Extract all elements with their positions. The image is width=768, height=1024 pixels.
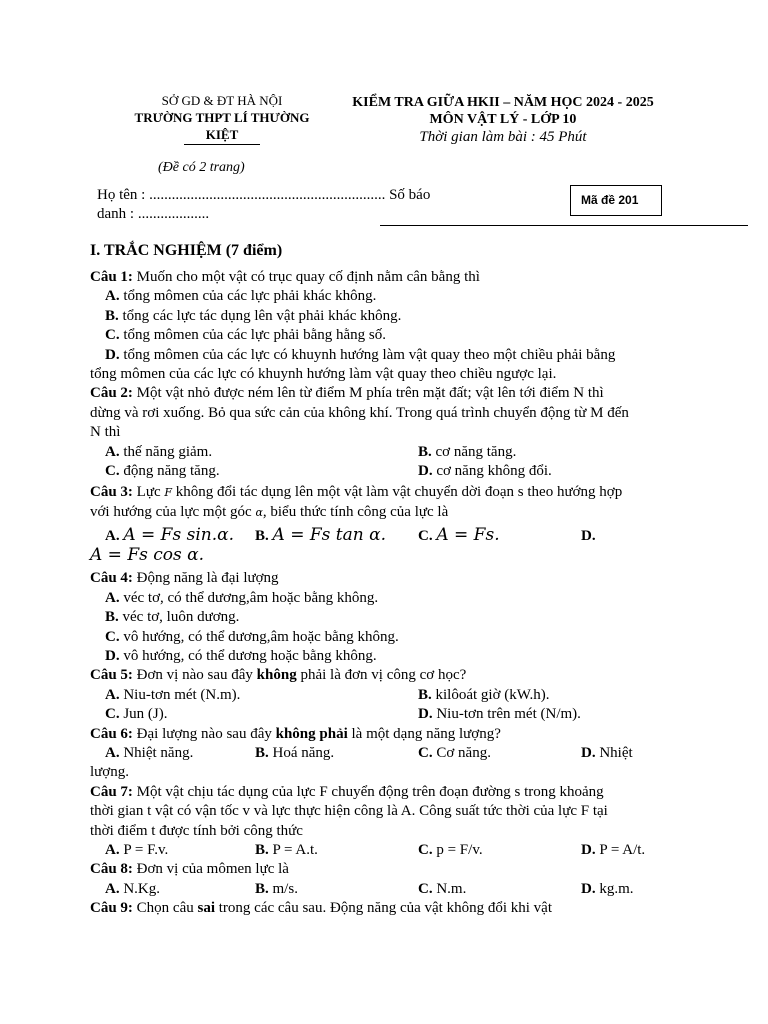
question-1 (90, 268, 690, 287)
option-a: A. tổng mômen của các lực phải khác không. (105, 288, 377, 305)
question-text: Muốn cho một vật có trục quay cố định nằm cân bằng thì (132, 269, 480, 285)
option-b: B. tổng các lực tác dụng lên vật phải khác không. (105, 307, 402, 324)
option-row (90, 841, 690, 860)
question-text-line: dừng và rơi xuống. Bỏ qua sức cản của không khí. Trong quá trình chuyển động từ M đến (90, 404, 629, 421)
option-b: B. m/s. (255, 880, 298, 897)
option-d: D. P = A/t. (581, 841, 646, 858)
question-text: Đơn vị của mômen lực là (132, 861, 289, 878)
option-row (90, 443, 690, 462)
option-a: A. Nhiệt năng. (105, 744, 194, 761)
question-label: Câu 9: (90, 900, 133, 917)
option-d: D. cơ năng không đổi. (418, 463, 552, 480)
option-a: A. A = Fs sin.α. (105, 524, 234, 545)
exam-header (318, 94, 688, 147)
question-label: Câu 4: (90, 570, 133, 587)
subject-title: MÔN VẬT LÝ - LỚP 10 (429, 112, 577, 127)
question-text-line: N thì (90, 424, 121, 441)
option-d-continued: lượng. (90, 764, 129, 781)
candidate-number-line: danh : ................... (97, 206, 210, 222)
question-label: Câu 2: (90, 385, 133, 402)
option-c: C. động năng tăng. (105, 463, 220, 480)
question-7 (90, 783, 690, 802)
exam-duration: Thời gian làm bài : 45 Phút (419, 129, 587, 145)
question-label: Câu 1: (90, 269, 133, 285)
angle-symbol: α (255, 505, 263, 519)
option-b: B. cơ năng tăng. (418, 443, 517, 460)
question-3: Câu 3: Lực F không đổi tác dụng lên một vật làm vật chuyển dời đoạn s theo hướng hợp (90, 484, 623, 501)
force-symbol: F (164, 486, 173, 500)
page-count-note: (Đề có 2 trang) (158, 160, 245, 175)
option-c: C. A = Fs. (418, 524, 500, 545)
option-c: C. Jun (J). (105, 706, 168, 723)
question-text: Động năng là đại lượng (132, 570, 279, 587)
question-9: Câu 9: Chọn câu sai trong các câu sau. Động năng của vật không đổi khi vật (90, 900, 553, 917)
option-row (90, 880, 690, 899)
school-name-line-2: KIỆT (184, 126, 261, 145)
option-b: B. kilôoát giờ (kW.h). (418, 686, 550, 703)
question-text: Một vật chịu tác dụng của lực F chuyển động trên đoạn đường s trong khoảng (132, 783, 604, 800)
option-a: A. véc tơ, có thể dương,âm hoặc bằng không. (105, 589, 379, 606)
option-d-continued: tổng mômen của các lực có khuynh hướng làm vật quay theo chiều ngược lại. (90, 366, 557, 383)
option-row (90, 522, 690, 546)
option-d: D. vô hướng, có thể dương hoặc bằng không. (105, 647, 377, 664)
option-d-label: D. (581, 527, 596, 544)
question-label: Câu 7: (90, 783, 133, 800)
option-b: B. A = Fs tan α. (255, 524, 386, 545)
question-text-line: với hướng của lực một góc α, biểu thức tính công của lực là (90, 503, 449, 520)
option-b: B. P = A.t. (255, 841, 318, 858)
option-a: A. N.Kg. (105, 880, 161, 897)
option-d: D. tổng mômen của các lực có khuynh hướng làm vật quay theo một chiều phải bằng (105, 346, 616, 363)
option-row (90, 686, 690, 705)
option-b: B. Hoá năng. (255, 744, 335, 761)
option-c: C. Cơ năng. (418, 744, 491, 761)
option-d: D. Niu-tơn trên mét (N/m). (418, 706, 581, 723)
student-info (97, 186, 447, 224)
exam-title: KIỂM TRA GIỮA HKII – NĂM HỌC 2024 - 2025 (352, 95, 654, 110)
question-2 (90, 384, 690, 403)
question-8 (90, 860, 690, 879)
question-label: Câu 5: (90, 667, 133, 684)
option-a: A. thế năng giảm. (105, 443, 213, 460)
question-label: Câu 6: (90, 725, 133, 742)
option-d: D. kg.m. (581, 880, 634, 897)
section-title: I. TRẮC NGHIỆM (7 điểm) (90, 242, 283, 259)
header-divider (380, 225, 748, 226)
question-label: Câu 3: (90, 484, 133, 501)
option-c: C. p = F/v. (418, 841, 483, 858)
option-b: B. véc tơ, luôn dương. (105, 609, 240, 626)
question-6: Câu 6: Đại lượng nào sau đây không phải là một dạng năng lượng? (90, 725, 501, 742)
school-header (132, 92, 312, 145)
option-a: A. Niu-tơn mét (N.m). (105, 686, 241, 703)
option-row (90, 744, 690, 763)
option-row (90, 462, 690, 481)
name-field-line: Họ tên : ............................................................... Số báo (97, 187, 431, 203)
department-name: SỞ GD & ĐT HÀ NỘI (161, 93, 283, 108)
option-c: C. vô hướng, có thể dương,âm hoặc bằng không. (105, 628, 399, 645)
question-label: Câu 8: (90, 861, 133, 878)
exam-code-box: Mã đề 201 (570, 185, 662, 216)
option-c: C. tổng mômen của các lực phải bằng hằng số. (105, 327, 386, 344)
questions-body (90, 268, 690, 919)
option-d: A = Fs cos α. (90, 545, 205, 566)
option-a: A. P = F.v. (105, 841, 169, 858)
question-text: Một vật nhỏ được ném lên từ điểm M phía trên mặt đất; vật lên tới điểm N thì (132, 385, 604, 402)
option-d: D. Nhiệt (581, 744, 633, 761)
question-text-line: thời điểm t được tính bởi công thức (90, 822, 303, 839)
question-5: Câu 5: Đơn vị nào sau đây không phải là đơn vị công cơ học? (90, 667, 467, 684)
question-text-line: thời gian t vật có vận tốc v và lực thực hiện công là A. Công suất tức thời của lực F tại (90, 803, 608, 820)
question-4 (90, 569, 690, 588)
option-row (90, 705, 690, 724)
school-name-line-1: TRƯỜNG THPT LÍ THƯỜNG (134, 110, 310, 125)
option-c: C. N.m. (418, 880, 467, 897)
